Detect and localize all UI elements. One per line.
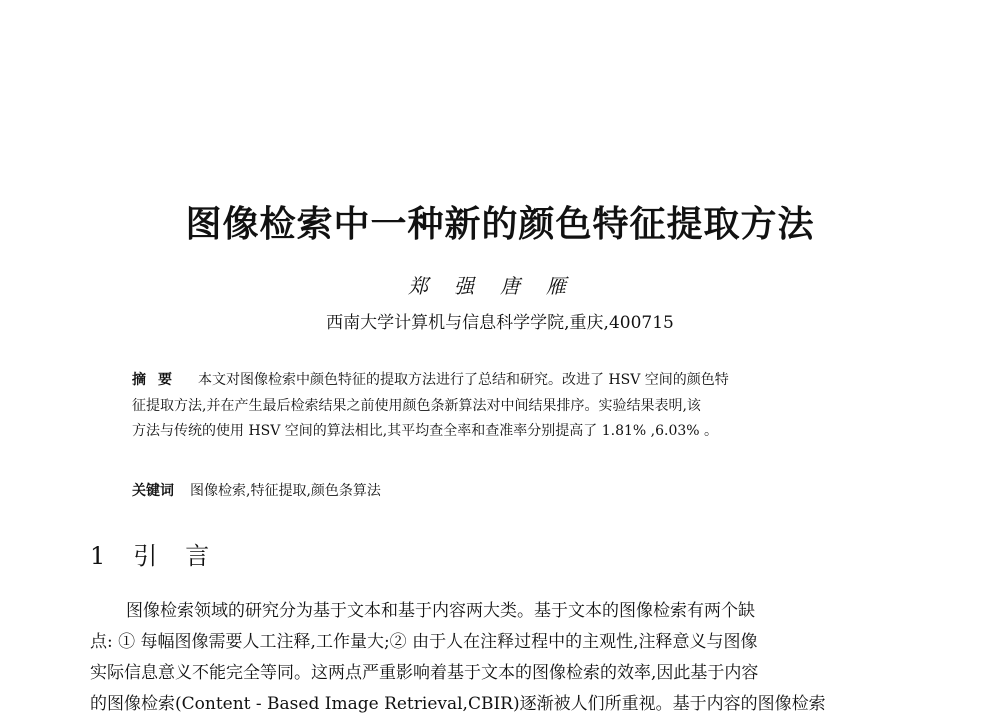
- body-line-2: 点: ① 每幅图像需要人工注释,工作量大;② 由于人在注释过程中的主观性,注释意义与图像: [90, 632, 758, 652]
- author-given-char-2: 强: [454, 274, 500, 298]
- abstract-line-3: 方法与传统的使用 HSV 空间的算法相比,其平均查全率和查准率分别提高了 1.81% ,6.03% 。: [132, 423, 719, 439]
- section-title: 引言: [133, 542, 238, 570]
- abstract-text-1: 本文对图像检索中颜色特征的提取方法进行了总结和研究。改进了 HSV 空间的颜色特: [198, 372, 729, 388]
- section-number: 1: [90, 542, 106, 570]
- body-line-3: 实际信息意义不能完全等同。这两点严重影响着基于文本的图像检索的效率,因此基于内容: [90, 663, 759, 683]
- body-line-1: 图像检索领域的研究分为基于文本和基于内容两大类。基于文本的图像检索有两个缺: [126, 601, 755, 621]
- author-names: [0, 270, 1000, 299]
- author-affiliation: 西南大学计算机与信息科学学院,重庆,400715: [326, 313, 674, 333]
- keywords-label: 关键词: [132, 483, 174, 499]
- body-text: [90, 596, 910, 720]
- abstract-block: [132, 368, 872, 445]
- body-line-4: 的图像检索(Content - Based Image Retrieval,CBIR)逐渐被人们所重视。基于内容的图像检索: [90, 694, 826, 714]
- author-given-char-3: 唐: [500, 274, 546, 298]
- abstract-line-2: 征提取方法,并在产生最后检索结果之前使用颜色条新算法对中间结果排序。实验结果表明,该: [132, 397, 701, 414]
- author-given-char-1: 郑: [408, 274, 454, 298]
- paper-title: 图像检索中一种新的颜色特征提取方法: [185, 204, 815, 245]
- keywords-text: 图像检索,特征提取,颜色条算法: [190, 483, 381, 499]
- abstract-line-1: [132, 368, 872, 394]
- section-heading: [90, 536, 237, 571]
- abstract-label: 摘要: [132, 372, 184, 388]
- author-given-char-4: 雁: [546, 274, 592, 298]
- keywords-block: [132, 480, 381, 500]
